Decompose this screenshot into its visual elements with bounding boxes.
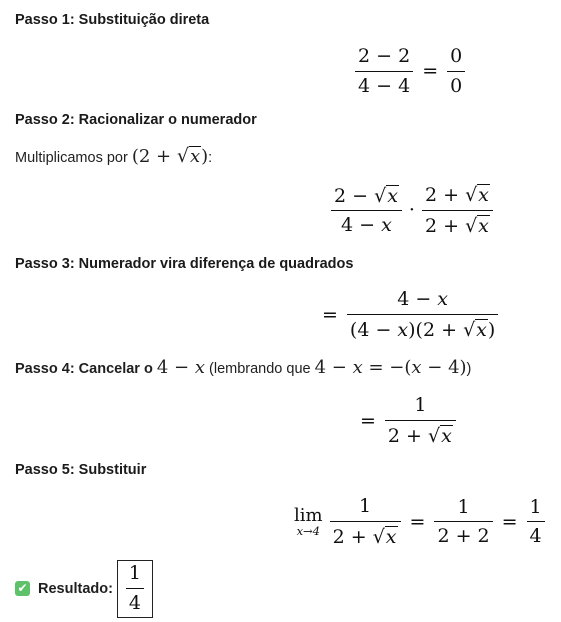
- math-var: x: [194, 357, 205, 378]
- math-part: 2 +: [387, 424, 429, 447]
- radicand: x: [478, 184, 489, 206]
- math-part: (4 −: [349, 318, 398, 341]
- radical-sign: √: [374, 184, 387, 207]
- step1-lhs-fraction: [355, 46, 413, 98]
- math-var: x: [381, 214, 392, 237]
- math-var: x: [411, 357, 422, 378]
- result-label: Resultado:: [38, 580, 113, 597]
- sqrt-expression: [428, 425, 453, 446]
- radicand: x: [476, 318, 487, 341]
- step2-equation: [328, 184, 496, 238]
- step1-rhs-fraction: [447, 46, 465, 98]
- fraction-numerator: 0: [450, 45, 463, 67]
- equals-sign: =: [501, 510, 518, 533]
- step5-fraction-1: [330, 496, 401, 549]
- result-box: [117, 560, 153, 618]
- math-part: ): [487, 318, 496, 341]
- fraction-numerator: 1: [529, 495, 542, 518]
- math-part: 2 +: [424, 184, 466, 206]
- math-part: 2 +: [424, 214, 466, 237]
- limit-word: lim: [294, 505, 323, 527]
- fraction-numerator: [394, 289, 451, 311]
- radicand: x: [441, 424, 452, 447]
- step3-heading: Passo 3: Numerador vira diferença de quadrados: [15, 256, 354, 272]
- sqrt-expression: [465, 184, 490, 205]
- math-part: 2 −: [334, 184, 375, 207]
- equals-sign: =: [322, 303, 338, 326]
- fraction-numerator: 2 − 2: [358, 45, 411, 67]
- step2-fraction-1: [331, 185, 402, 238]
- fraction-denominator: 4: [529, 525, 542, 548]
- equals-sign: =: [422, 60, 439, 83]
- fraction-bar: [434, 521, 492, 522]
- math-part: 4 −: [397, 288, 438, 310]
- fraction-bar: [330, 521, 401, 522]
- fraction-numerator: [422, 184, 493, 207]
- fraction-denominator: [338, 215, 395, 237]
- sqrt-expression: [463, 319, 488, 340]
- math-var: x: [397, 318, 409, 341]
- fraction-numerator: [331, 185, 402, 208]
- math-part: 4 −: [341, 214, 382, 237]
- fraction-bar: [347, 314, 498, 315]
- fraction-denominator: 4 − 4: [358, 74, 411, 97]
- sqrt-expression: [374, 185, 399, 206]
- fraction-bar: [126, 588, 144, 589]
- math-var: x: [437, 288, 449, 310]
- limit-subscript: x→4: [296, 524, 321, 539]
- equals-sign: =: [409, 510, 426, 533]
- step3-equation: [316, 289, 501, 342]
- radicand: x: [385, 525, 397, 548]
- step4-heading-line: [15, 357, 471, 378]
- note-math: [315, 357, 467, 378]
- step2-heading: Passo 2: Racionalizar o numerador: [15, 112, 257, 128]
- result-fraction: [126, 563, 144, 615]
- fraction-numerator: 1: [359, 495, 372, 517]
- radical-sign: √: [465, 214, 478, 237]
- fraction-denominator: 0: [450, 74, 463, 97]
- math-part: )(2 +: [408, 318, 464, 341]
- step5-fraction-2: [434, 497, 492, 549]
- step1-equation: [352, 46, 468, 98]
- fraction-denominator: [330, 526, 401, 549]
- math-part: = −(: [362, 357, 412, 378]
- multiplication-dot: ·: [408, 199, 415, 222]
- radicand: x: [478, 214, 489, 237]
- math-part: ): [201, 146, 209, 167]
- result-line: [15, 560, 153, 618]
- fraction-numerator: 1: [457, 495, 470, 518]
- step4-heading: [15, 361, 157, 377]
- fraction-denominator: [347, 319, 498, 342]
- intro-suffix: :: [208, 150, 213, 166]
- limit-operator: [294, 507, 323, 538]
- heading-text: Passo 4: Cancelar o: [15, 361, 157, 377]
- radical-sign: √: [428, 424, 441, 447]
- fraction-denominator: 2 + 2: [437, 525, 490, 548]
- step2-intro: [15, 146, 212, 167]
- fraction-bar: [331, 210, 402, 211]
- fraction-numerator: 1: [128, 562, 142, 584]
- sqrt-expression: [373, 526, 398, 547]
- note-text: ): [466, 361, 472, 377]
- step5-heading: Passo 5: Substituir: [15, 462, 147, 478]
- fraction-bar: [527, 521, 545, 522]
- intro-math: [132, 146, 208, 167]
- math-part: 2 +: [332, 525, 373, 548]
- step5-fraction-3: [527, 497, 545, 549]
- radicand: x: [189, 146, 201, 167]
- math-part: 4 −: [314, 357, 353, 378]
- step2-fraction-2: [422, 184, 493, 238]
- fraction-denominator: [385, 425, 456, 448]
- math-part: (2 +: [131, 146, 177, 167]
- fraction-bar: [447, 71, 465, 72]
- equals-sign: =: [360, 409, 376, 432]
- sqrt-expression: [177, 146, 201, 166]
- radical-sign: √: [465, 184, 478, 206]
- fraction-denominator: [422, 215, 493, 238]
- step1-heading: Passo 1: Substituição direta: [15, 12, 210, 28]
- fraction-bar: [355, 71, 413, 72]
- fraction-bar: [385, 420, 456, 421]
- radical-sign: √: [176, 145, 189, 167]
- step4-equation: [354, 395, 459, 448]
- step3-fraction: [347, 289, 498, 342]
- sqrt-expression: [465, 215, 490, 236]
- radicand: x: [387, 184, 398, 207]
- math-part: 4 −: [156, 357, 195, 378]
- fraction-denominator: 4: [128, 591, 142, 614]
- check-icon: ✔: [15, 581, 30, 596]
- fraction-numerator: 1: [414, 394, 427, 416]
- fraction-bar: [422, 210, 493, 211]
- step4-fraction: [385, 395, 456, 448]
- step5-equation: [294, 496, 548, 549]
- note-text: (lembrando que: [204, 361, 315, 377]
- radical-sign: √: [372, 525, 385, 548]
- radical-sign: √: [463, 318, 476, 341]
- heading-math: [157, 357, 205, 378]
- math-part: − 4): [421, 357, 467, 378]
- intro-text: Multiplicamos por: [15, 150, 132, 166]
- math-var: x: [352, 357, 363, 378]
